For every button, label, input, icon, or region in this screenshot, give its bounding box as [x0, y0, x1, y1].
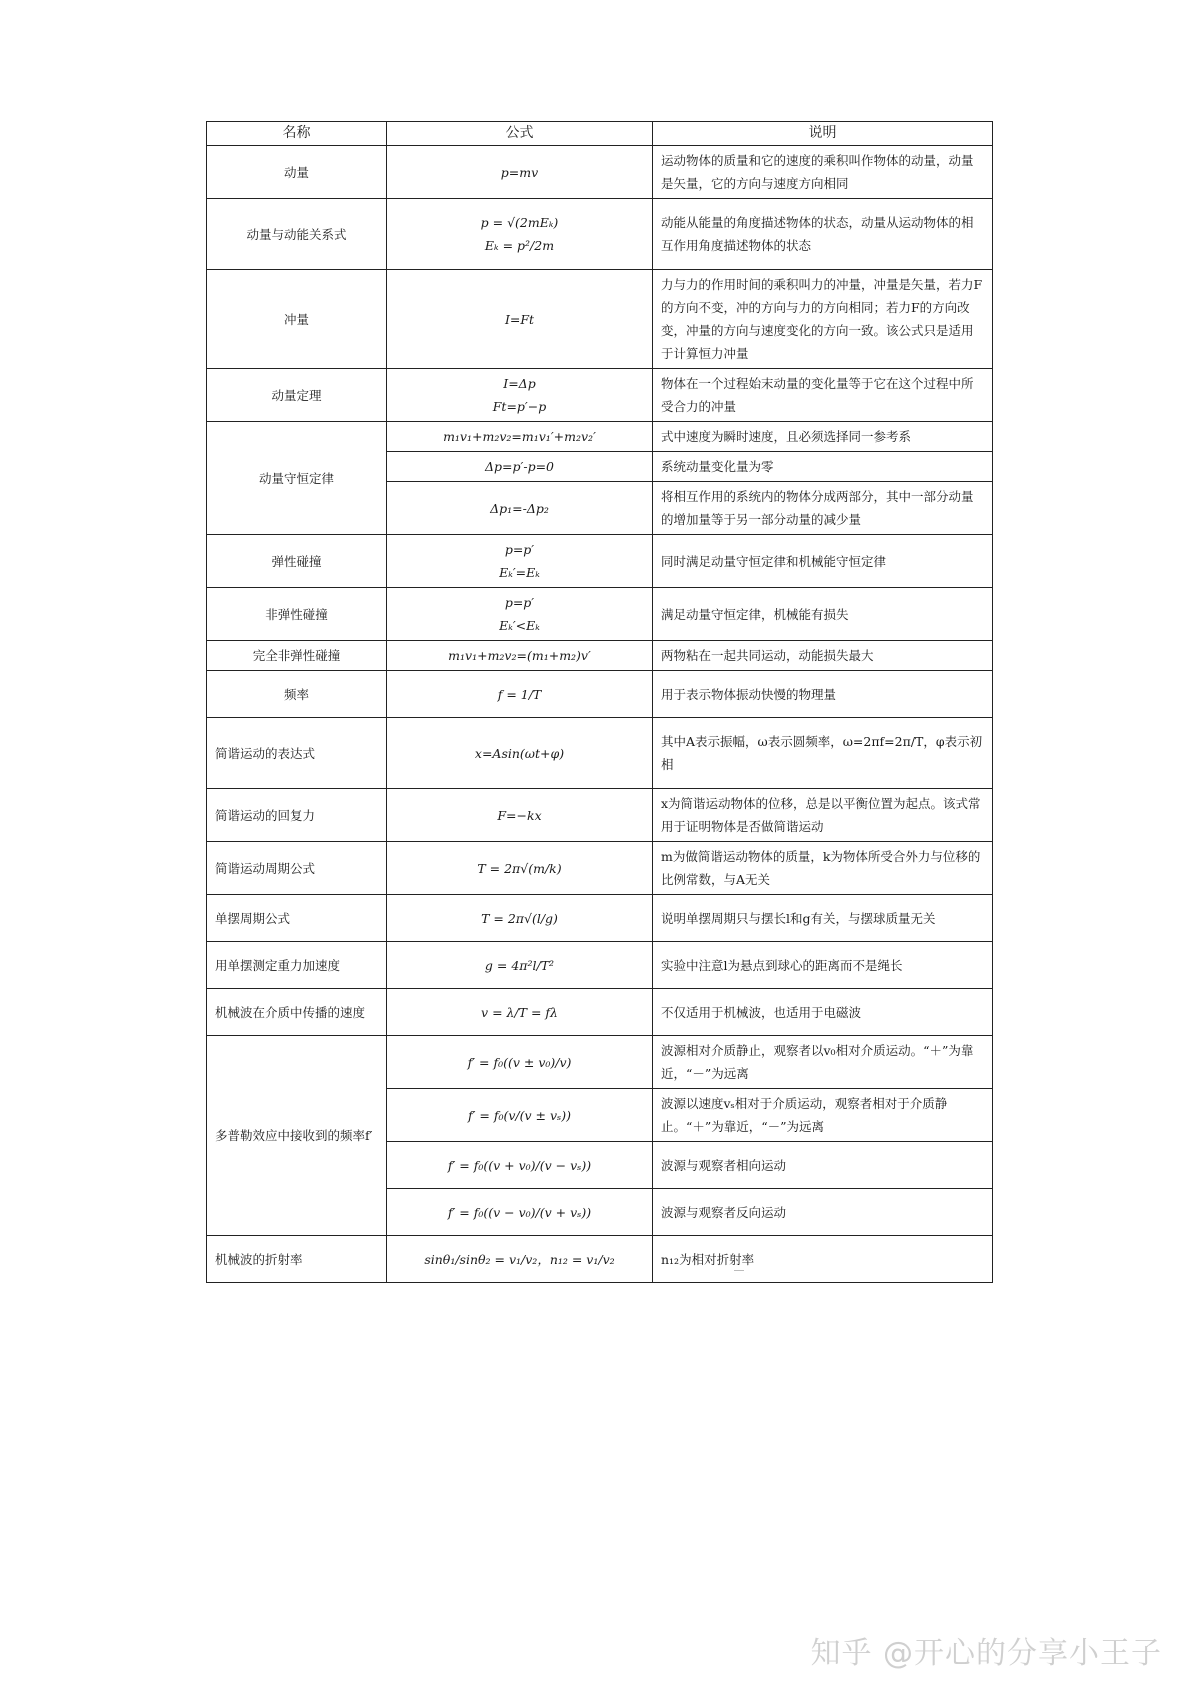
- row-name: 简谐运动的回复力: [207, 789, 387, 842]
- row-name: 动量守恒定律: [207, 422, 387, 535]
- row-formula: f′ = f₀((v + v₀)/(v − vₛ)): [387, 1142, 653, 1189]
- row-description: n₁₂为相对折射率: [653, 1236, 993, 1283]
- table-row: [207, 369, 993, 422]
- formula-line: p=p′: [504, 595, 535, 610]
- table-row: [207, 842, 993, 895]
- table-row: [207, 1236, 993, 1283]
- table-row: [207, 641, 993, 671]
- row-description: x为简谐运动物体的位移，总是以平衡位置为起点。该式常用于证明物体是否做简谐运动: [653, 789, 993, 842]
- watermark: 知乎 @开心的分享小王子: [810, 1636, 1162, 1671]
- row-name: 简谐运动周期公式: [207, 842, 387, 895]
- header-description: 说明: [653, 122, 993, 146]
- table-row: [207, 942, 993, 989]
- table-header-row: [207, 122, 993, 146]
- row-name: 弹性碰撞: [207, 535, 387, 588]
- row-description: 两物粘在一起共同运动，动能损失最大: [653, 641, 993, 671]
- row-description: 系统动量变化量为零: [653, 452, 993, 482]
- row-formula: m₁v₁+m₂v₂=m₁v₁′+m₂v₂′: [387, 422, 653, 452]
- row-name: 机械波在介质中传播的速度: [207, 989, 387, 1036]
- row-formula: f′ = f₀((v ± v₀)/v): [387, 1036, 653, 1089]
- row-description: 式中速度为瞬时速度，且必须选择同一参考系: [653, 422, 993, 452]
- row-description: 同时满足动量守恒定律和机械能守恒定律: [653, 535, 993, 588]
- row-description: 动能从能量的角度描述物体的状态，动量从运动物体的相互作用角度描述物体的状态: [653, 199, 993, 270]
- row-formula: m₁v₁+m₂v₂=(m₁+m₂)v′: [387, 641, 653, 671]
- row-description: 其中A表示振幅，ω表示圆频率，ω=2πf=2π/T，φ表示初相: [653, 718, 993, 789]
- table-row: [207, 535, 993, 588]
- row-formula: f′ = f₀(v/(v ± vₛ)): [387, 1089, 653, 1142]
- row-description: 说明单摆周期只与摆长l和g有关，与摆球质量无关: [653, 895, 993, 942]
- header-name: 名称: [207, 122, 387, 146]
- row-formula: v = λ/T = fλ: [387, 989, 653, 1036]
- row-description: 物体在一个过程始末动量的变化量等于它在这个过程中所受合力的冲量: [653, 369, 993, 422]
- table-row: [207, 989, 993, 1036]
- row-description: 波源与观察者反向运动: [653, 1189, 993, 1236]
- formula-line: Ft=p′−p: [492, 399, 547, 414]
- row-name: 动量: [207, 146, 387, 199]
- row-description: 不仅适用于机械波，也适用于电磁波: [653, 989, 993, 1036]
- row-name: 多普勒效应中接收到的频率f′: [207, 1036, 387, 1236]
- row-description: m为做简谐运动物体的质量，k为物体所受合外力与位移的比例常数，与A无关: [653, 842, 993, 895]
- row-description: 力与力的作用时间的乘积叫力的冲量，冲量是矢量，若力F的方向不变，冲的方向与力的方向相同；若力F的方向改变，冲量的方向与速度变化的方向一致。该公式只是适用于计算恒力冲量: [653, 270, 993, 369]
- row-name: 冲量: [207, 270, 387, 369]
- row-description: 用于表示物体振动快慢的物理量: [653, 671, 993, 718]
- row-name: 单摆周期公式: [207, 895, 387, 942]
- row-formula: I=Ft: [387, 270, 653, 369]
- formula-line: p = √(2mEₖ): [480, 215, 559, 230]
- row-formula: F=−kx: [387, 789, 653, 842]
- row-formula: [387, 588, 653, 641]
- row-formula: T = 2π√(l/g): [387, 895, 653, 942]
- row-description: 波源与观察者相向运动: [653, 1142, 993, 1189]
- row-formula: [387, 199, 653, 270]
- row-formula: f′ = f₀((v − v₀)/(v + vₛ)): [387, 1189, 653, 1236]
- row-name: 动量定理: [207, 369, 387, 422]
- scan-mark: [734, 1270, 744, 1271]
- row-name: 动量与动能关系式: [207, 199, 387, 270]
- header-formula: 公式: [387, 122, 653, 146]
- row-formula: Δp=p′-p=0: [387, 452, 653, 482]
- row-description: 将相互作用的系统内的物体分成两部分，其中一部分动量的增加量等于另一部分动量的减少量: [653, 482, 993, 535]
- row-formula: [387, 535, 653, 588]
- table-row: [207, 895, 993, 942]
- table-row: [207, 671, 993, 718]
- table-row: [207, 199, 993, 270]
- row-name: 频率: [207, 671, 387, 718]
- table-row: [207, 146, 993, 199]
- row-name: 机械波的折射率: [207, 1236, 387, 1283]
- table-row: [207, 718, 993, 789]
- row-formula: x=Asin(ωt+φ): [387, 718, 653, 789]
- row-formula: g = 4π²l/T²: [387, 942, 653, 989]
- table-row: [207, 270, 993, 369]
- row-name: 非弹性碰撞: [207, 588, 387, 641]
- row-description: 实验中注意l为悬点到球心的距离而不是绳长: [653, 942, 993, 989]
- row-description: 波源以速度vₛ相对于介质运动，观察者相对于介质静止。“＋”为靠近，“－”为远离: [653, 1089, 993, 1142]
- formula-line: I=Δp: [503, 376, 536, 391]
- table-row: [207, 789, 993, 842]
- row-description: 波源相对介质静止，观察者以v₀相对介质运动。“＋”为靠近，“－”为远离: [653, 1036, 993, 1089]
- row-description: 运动物体的质量和它的速度的乘积叫作物体的动量，动量是矢量，它的方向与速度方向相同: [653, 146, 993, 199]
- row-formula: [387, 369, 653, 422]
- formula-line: p=p′: [504, 542, 535, 557]
- formula-line: Eₖ′=Eₖ: [499, 565, 540, 580]
- row-formula: Δp₁=-Δp₂: [387, 482, 653, 535]
- row-name: 完全非弹性碰撞: [207, 641, 387, 671]
- formula-line: Eₖ = p²/2m: [484, 238, 555, 253]
- row-formula: T = 2π√(m/k): [387, 842, 653, 895]
- physics-formula-table: [206, 121, 993, 1283]
- table-row: [207, 588, 993, 641]
- formula-line: Eₖ′<Eₖ: [499, 618, 540, 633]
- table-row: [207, 422, 993, 452]
- row-formula: sinθ₁/sinθ₂ = v₁/v₂，n₁₂ = v₁/v₂: [387, 1236, 653, 1283]
- row-formula: f = 1/T: [387, 671, 653, 718]
- row-name: 简谐运动的表达式: [207, 718, 387, 789]
- row-description: 满足动量守恒定律，机械能有损失: [653, 588, 993, 641]
- row-name: 用单摆测定重力加速度: [207, 942, 387, 989]
- row-formula: p=mv: [387, 146, 653, 199]
- table-row: [207, 1036, 993, 1089]
